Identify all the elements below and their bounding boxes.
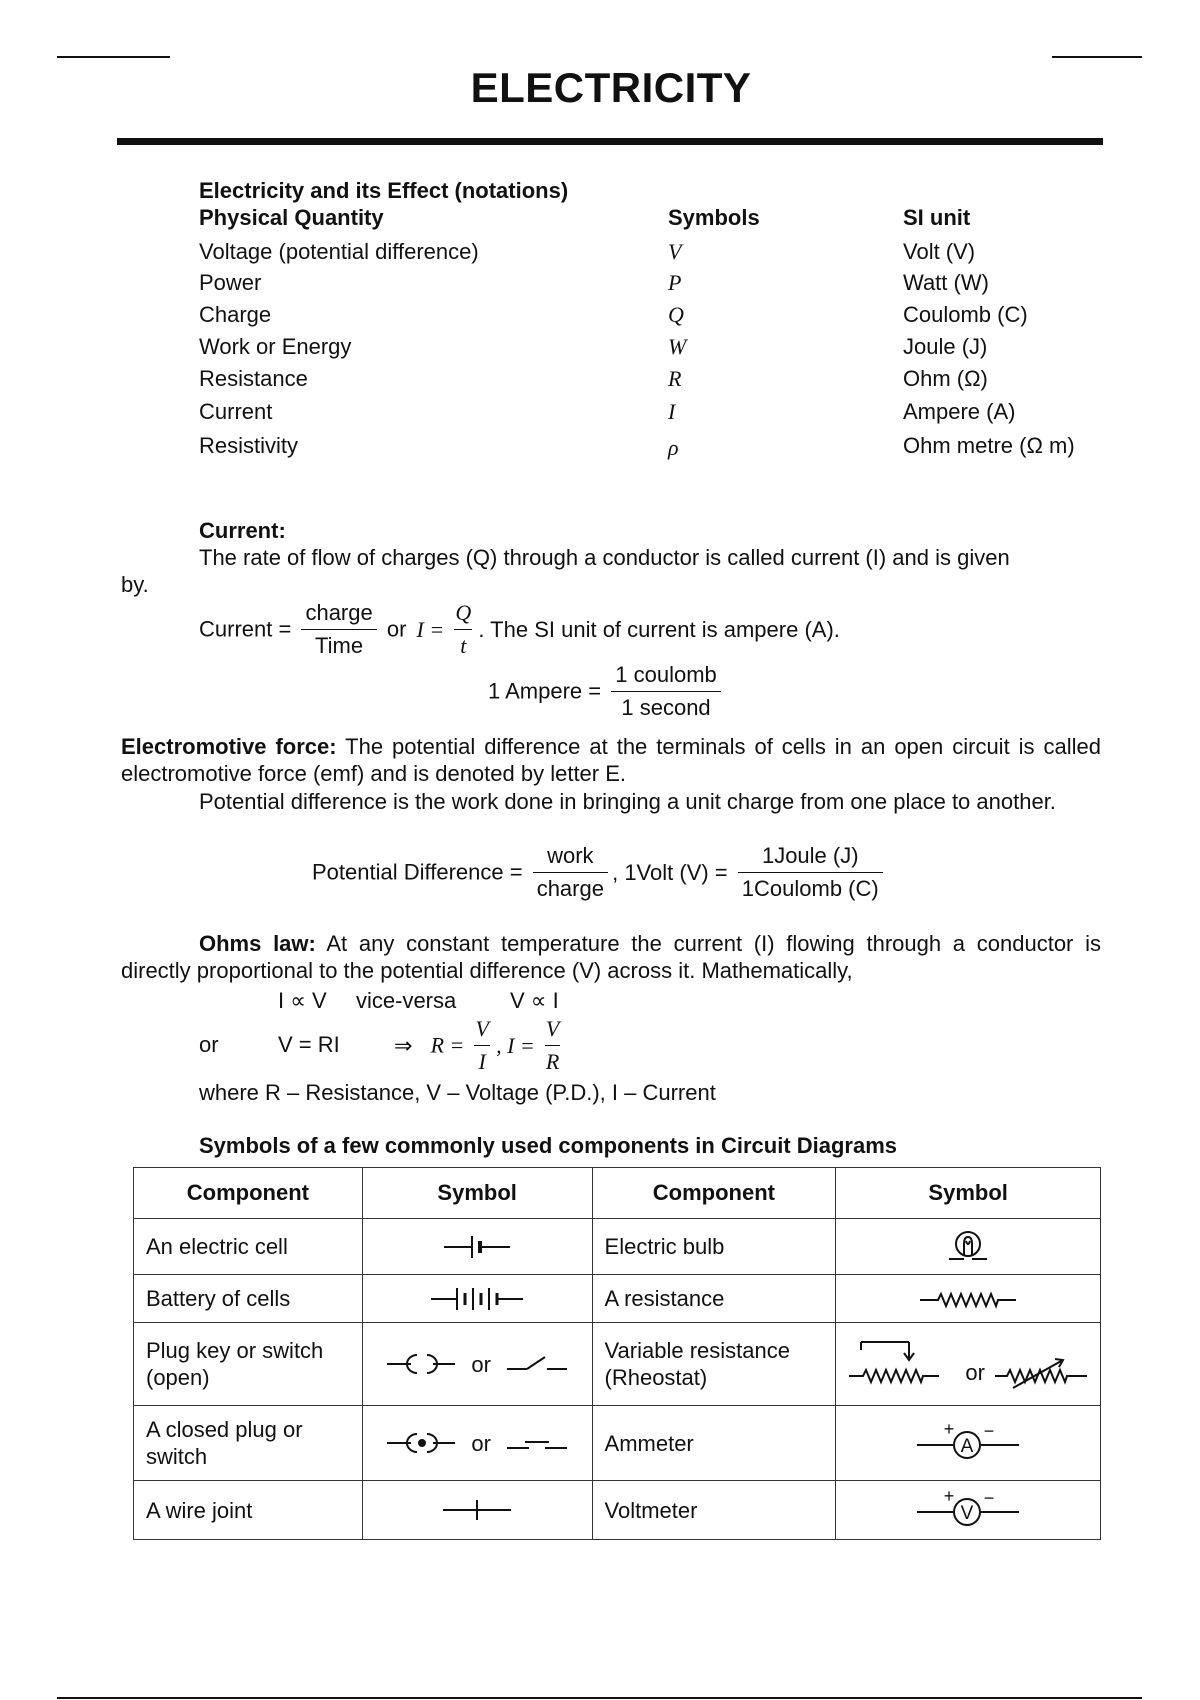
symbol-cell: P	[668, 270, 682, 295]
unit-cell: Ohm (Ω)	[903, 366, 988, 391]
pd-equation	[312, 843, 887, 902]
current-definition-line1: The rate of flow of charges (Q) through a conductor is called current (I) and is given	[199, 545, 1010, 570]
page-title: ELECTRICITY	[470, 64, 752, 111]
unit-cell: Joule (J)	[903, 334, 988, 359]
col-header-si-unit: SI unit	[903, 205, 971, 230]
current-definition-line2: by.	[121, 572, 149, 597]
fraction-denominator: t	[460, 633, 467, 658]
ohms-or: or	[199, 1032, 219, 1057]
unit-cell: Volt (V)	[903, 239, 976, 264]
pd-label: Potential Difference =	[312, 859, 523, 885]
table-row	[134, 1481, 1101, 1540]
pd-fraction	[533, 843, 608, 902]
or-label: or	[471, 1430, 491, 1456]
header-component-left: Component	[134, 1168, 363, 1219]
pd-text: Potential difference is the work done in bringing a unit charge from one place to another.	[199, 789, 1056, 814]
component-name: Plug key or switch (open)	[134, 1323, 363, 1406]
emf-paragraph	[121, 733, 1101, 787]
component-name: A closed plug or switch	[134, 1406, 363, 1481]
current-q-over-t-fraction	[454, 600, 472, 659]
bottom-rule	[57, 1697, 1142, 1699]
component-name: Battery of cells	[134, 1275, 363, 1323]
fraction-denominator: 1 second	[621, 695, 711, 720]
symbol-cell: V	[668, 239, 682, 264]
current-eq-var: I =	[416, 616, 445, 642]
components-table	[133, 1167, 1101, 1540]
ampere-label: 1 Ampere =	[488, 678, 602, 704]
i-fraction	[545, 1016, 560, 1075]
cell-symbol-icon	[362, 1219, 592, 1275]
fraction-denominator: charge	[536, 876, 604, 901]
fraction-denominator: I	[478, 1049, 486, 1074]
fraction-numerator: V	[545, 1016, 560, 1046]
quantity-cell: Voltage (potential difference)	[199, 239, 479, 264]
meter-plus: +	[943, 1490, 955, 1506]
table-row	[134, 1275, 1101, 1323]
unit-cell: Coulomb (C)	[903, 302, 1028, 327]
voltmeter-symbol-icon	[836, 1481, 1101, 1540]
bulb-symbol-icon	[836, 1219, 1101, 1275]
ampere-fraction	[611, 662, 721, 721]
table-row	[134, 1406, 1101, 1481]
r-label: R =	[430, 1032, 465, 1058]
volt-fraction	[738, 843, 883, 902]
ohms-prop2: V ∝ I	[510, 988, 559, 1013]
notations-heading: Electricity and its Effect (notations)	[199, 178, 569, 203]
rheostat-symbol-icon	[836, 1323, 1101, 1406]
current-eq-or: or	[386, 616, 407, 642]
table-row	[134, 1323, 1101, 1406]
emf-text: The potential difference at the terminals of cells in an open circuit is called electromotive force (emf) and is denoted by letter E.	[121, 734, 1101, 786]
fraction-numerator: 1 coulomb	[611, 662, 721, 692]
unit-cell: Watt (W)	[903, 270, 989, 295]
symbol-cell: Q	[668, 302, 684, 327]
col-header-quantity: Physical Quantity	[199, 205, 384, 230]
fraction-numerator: Q	[454, 600, 472, 630]
unit-cell: Ohm metre (Ω m)	[903, 433, 1075, 458]
ampere-equation	[488, 662, 725, 721]
fraction-denominator: 1Coulomb (C)	[741, 876, 879, 901]
ohms-equation: V = RI	[278, 1032, 340, 1057]
top-right-rule	[1052, 56, 1142, 58]
component-name: Ammeter	[592, 1406, 836, 1481]
component-name: Voltmeter	[592, 1481, 836, 1540]
resistor-symbol-icon	[836, 1275, 1101, 1323]
fraction-numerator: 1Joule (J)	[738, 843, 883, 873]
current-heading: Current:	[199, 518, 286, 543]
or-label: or	[965, 1359, 985, 1385]
fraction-denominator: R	[545, 1049, 560, 1074]
current-eq-tail: . The SI unit of current is ampere (A).	[478, 616, 840, 642]
ammeter-symbol-icon	[836, 1406, 1101, 1481]
quantity-cell: Work or Energy	[199, 334, 352, 359]
header-symbol-right: Symbol	[836, 1168, 1101, 1219]
component-name: Variable resistance (Rheostat)	[592, 1323, 836, 1406]
components-header-row	[134, 1168, 1101, 1219]
title-underline	[117, 138, 1103, 145]
col-header-symbols: Symbols	[668, 205, 760, 230]
voltmeter-letter: V	[960, 1503, 974, 1524]
or-label: or	[471, 1351, 491, 1377]
symbol-cell: R	[668, 366, 682, 391]
meter-plus: +	[943, 1423, 955, 1439]
current-fraction	[301, 600, 376, 659]
fraction-denominator: Time	[315, 633, 364, 658]
fraction-numerator: work	[533, 843, 608, 873]
unit-cell: Ampere (A)	[903, 399, 1016, 424]
quantity-cell: Charge	[199, 302, 272, 327]
component-name: An electric cell	[134, 1219, 363, 1275]
wire-joint-symbol-icon	[362, 1481, 592, 1540]
implies-symbol: ⇒	[394, 1032, 413, 1058]
r-fraction	[474, 1016, 489, 1075]
header-symbol-left: Symbol	[362, 1168, 592, 1219]
ohms-vice-versa: vice-versa	[356, 988, 457, 1013]
top-left-rule	[57, 56, 170, 58]
ohms-law-paragraph	[121, 930, 1101, 984]
components-heading: Symbols of a few commonly used components in Circuit Diagrams	[199, 1133, 898, 1158]
symbol-cell: I	[668, 399, 676, 424]
component-name: Electric bulb	[592, 1219, 836, 1275]
ohms-term: Ohms law:	[199, 931, 316, 956]
component-name: A wire joint	[134, 1481, 363, 1540]
current-equation	[199, 600, 840, 659]
meter-minus: −	[983, 1490, 995, 1508]
quantity-cell: Current	[199, 399, 273, 424]
quantity-cell: Resistivity	[199, 433, 299, 458]
pd-paragraph	[121, 788, 1101, 815]
table-row	[134, 1219, 1101, 1275]
current-eq-label: Current =	[199, 616, 292, 642]
quantity-cell: Power	[199, 270, 262, 295]
symbol-cell: W	[668, 334, 687, 359]
open-switch-symbol-icon	[362, 1323, 592, 1406]
ohms-text: At any constant temperature the current (I) flowing through a conductor is directly proportional to the potential difference (V) across it. Mathematically,	[121, 931, 1101, 983]
ohms-where: where R – Resistance, V – Voltage (P.D.), I – Current	[199, 1080, 716, 1105]
ammeter-letter: A	[960, 1436, 974, 1457]
quantity-cell: Resistance	[199, 366, 308, 391]
fraction-numerator: V	[474, 1016, 489, 1046]
i-label: , I =	[496, 1032, 535, 1058]
volt-label: , 1Volt (V) =	[612, 859, 728, 885]
ohms-rearranged	[394, 1016, 564, 1075]
emf-term: Electromotive force:	[121, 734, 337, 759]
fraction-numerator: charge	[301, 600, 376, 630]
header-component-right: Component	[592, 1168, 836, 1219]
symbol-cell: ρ	[668, 435, 679, 460]
meter-minus: −	[983, 1423, 995, 1441]
closed-switch-symbol-icon	[362, 1406, 592, 1481]
ohms-prop1: I ∝ V	[278, 988, 327, 1013]
battery-symbol-icon	[362, 1275, 592, 1323]
component-name: A resistance	[592, 1275, 836, 1323]
